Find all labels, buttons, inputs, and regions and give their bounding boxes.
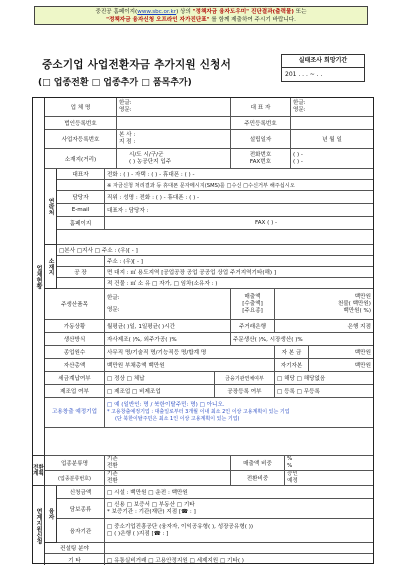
assets-field[interactable]: 백만원 부채총액 백만원 <box>105 359 275 371</box>
industry-code-label: (업종분류번호) <box>45 471 105 485</box>
fax-label: FAX번호 <box>249 158 272 165</box>
location-row <box>45 149 373 169</box>
existing-ratio: % <box>287 456 293 462</box>
contact-spacer-row <box>57 230 373 245</box>
english-label: 영문: <box>119 107 132 113</box>
etc-label: 기 타 <box>45 554 105 565</box>
notice-emphasis: "정책자금 융자신청 오프라인 자가진단표" <box>106 17 210 23</box>
sales-fields[interactable] <box>275 289 373 319</box>
email-label: E-mail <box>57 204 105 216</box>
industry-name-field[interactable] <box>105 456 231 470</box>
registration-row <box>45 117 373 130</box>
operations-label: 가동상황 <box>45 320 105 332</box>
location-line-2: ( ) 농공단지 입주 <box>129 158 172 165</box>
main-label: [주요종] <box>242 307 263 314</box>
manufacturing-label: 제조업 여부 <box>45 385 105 397</box>
loan-amount-row <box>57 486 373 499</box>
korean-label: 한글: <box>293 100 306 106</box>
transition-ratio-field[interactable] <box>285 471 373 485</box>
business-reg-row <box>45 130 373 149</box>
company-name-label: 업 체 명 <box>45 98 117 116</box>
loan-amount-field[interactable]: □ 시설 : 백만원 □ 운전 : 백만원 <box>107 490 188 496</box>
notice-text: 를 함께 제출하여 주시기 바랍니다. <box>209 17 296 23</box>
industry-name-label: 업종분류명 <box>45 456 105 470</box>
location-line-1: 시/도 시/구/군 <box>129 151 164 158</box>
production-method-field[interactable]: 자사제조( )%, 외주가공( )% <box>105 333 231 345</box>
employment-row <box>45 398 373 428</box>
factory-reg-field[interactable]: □ 등록 □ 무등록 <box>277 389 320 395</box>
employees-label: 종업원수 <box>45 346 105 358</box>
notice-emphasis: "정책자금 융자도우미" 진단결과(출력물) <box>192 9 294 15</box>
site-address2-field[interactable]: 주소 : (우)[ - ] <box>107 259 143 265</box>
factory-row-2 <box>57 278 373 289</box>
sms-label <box>57 180 105 190</box>
factory-land-field[interactable]: 면 대지 : ㎡ 용도지역 [공업공장 공업 공공업 상업 주거지역기타(해) ] <box>107 270 277 276</box>
employment-note-2: (단 북한이탈주민은 최소 1인 이상 고용계획이 있는 기업) <box>115 416 240 422</box>
site-hq-row <box>57 245 373 256</box>
production-method-label: 생산방식 <box>45 333 105 345</box>
manufacturing-field[interactable]: □ 제조업 □ 비제조업 <box>105 385 215 397</box>
bank-label: 주거래은행 <box>231 320 275 332</box>
sales-labels <box>231 289 275 319</box>
loan-agency-field[interactable] <box>105 519 373 542</box>
homepage-label: 홈페이지 <box>57 217 105 229</box>
homepage-fax-field[interactable]: FAX ( ) - <box>255 220 278 226</box>
manager-label: 담당자 <box>57 191 105 203</box>
approved-label: 승인 <box>287 471 298 477</box>
section-label-text: 전환계획 <box>33 464 44 477</box>
sms-consent-field[interactable]: ※ 자금신청 처리결과 등 휴대폰 문자메시지(SMS)를 □수신 □수신거부 해주십시오 <box>107 182 295 189</box>
guarantee-agency: * 보증기관 : 기관(재단) 지점 [☎ : ] <box>107 508 196 515</box>
employment-field[interactable] <box>105 398 373 427</box>
loan-agency-label: 융자기관 <box>57 519 105 542</box>
english-label: 영문: <box>293 107 306 113</box>
site-section-label: 소재지 <box>45 245 57 289</box>
notice-text: 또는 <box>293 9 307 15</box>
export-value: 천불( 백만원) <box>337 300 371 307</box>
operations-field[interactable]: 월평균( )일, 1일평균( )시간 <box>105 320 231 332</box>
etc-row <box>45 554 373 565</box>
employment-option: □ 예 (일반인: 명 / 북한이탈주민: 명) □ 아니오. <box>107 402 225 408</box>
korean-label: 한글: <box>119 100 132 106</box>
credit-label: 금융기관연체여부 <box>215 372 275 384</box>
section-transition-plan <box>33 456 45 486</box>
factory-building-field[interactable]: 적 건물 : ㎡ 소 유 □ 자가, □ 임차(소유자 : ) <box>107 281 218 287</box>
homepage-row <box>57 217 373 230</box>
founded-field[interactable]: 년 월 일 <box>322 137 342 143</box>
credit-field[interactable]: □ 해당 □ 해당없음 <box>277 376 326 382</box>
planned-label: 예정 <box>287 478 298 484</box>
sms-consent-row <box>57 180 373 191</box>
factory-spacer <box>57 278 105 288</box>
email-field[interactable]: 대표자 : 담당자 : <box>107 208 149 214</box>
capital-label: 자 본 금 <box>275 346 309 358</box>
tax-label: 세금계납여부 <box>45 372 105 384</box>
phone-fields[interactable] <box>291 149 373 168</box>
contact-section-label: 연락처 <box>45 169 57 245</box>
factory-reg-label: 공장등록 여부 <box>215 385 275 397</box>
company-name-row <box>45 98 373 117</box>
consulting-label: 컨설팅 분야 <box>45 543 105 553</box>
period-field[interactable]: 201 . . . ~ . . <box>285 71 323 78</box>
notice-line-2 <box>35 16 367 24</box>
company-name-field[interactable] <box>117 98 231 116</box>
employees-field[interactable]: 사무직 명/기술직 명/기능직등 명/합계 명 <box>105 346 275 358</box>
notice-text: ) 상의 <box>176 9 193 15</box>
capital-field[interactable]: 백만원 <box>354 350 371 356</box>
notice-line-1 <box>35 8 367 16</box>
production-method-row <box>45 333 373 346</box>
consulting-field[interactable] <box>105 543 373 553</box>
export-label: [수출액] <box>242 300 263 307</box>
transition-label: 전환 <box>107 463 118 469</box>
manager-field[interactable]: 직위 : 성명 : 전화 : ( ) - 휴대폰 : ( ) - <box>107 195 200 201</box>
tax-field[interactable]: □ 정상 □ 체납 <box>105 372 215 384</box>
transition-ratio-label: 전환비중 <box>231 471 285 485</box>
founded-label: 설립일자 <box>231 130 291 148</box>
branch-label: 지 점 : <box>119 139 136 145</box>
representative-field[interactable] <box>291 98 373 116</box>
collateral-label: 담보종류 <box>57 499 105 518</box>
period-header: 실태조사 희망기간 <box>282 55 364 68</box>
phone-label: 전화번호 <box>249 151 272 158</box>
existing-label: 기존 <box>107 456 118 462</box>
resident-reg-field[interactable] <box>291 117 373 129</box>
section-linked-support: 연계지원신청 <box>33 486 45 565</box>
products-label: 주생산품목 <box>45 289 105 319</box>
consulting-row <box>45 543 373 554</box>
transition-ratio: % <box>287 463 293 469</box>
etc-field[interactable]: □ 유통실비거래 □ 고용안정지원 □ 세제지원 □ 기타( ) <box>107 557 244 564</box>
contact-rep-row <box>57 169 373 180</box>
assets-row <box>45 359 373 372</box>
assets-label: 자산총액 <box>45 359 105 371</box>
transition-label: 전환 <box>107 478 118 484</box>
notice-text: 중진공 홈페이지( <box>95 9 138 15</box>
application-form <box>32 97 374 564</box>
site-address2-row <box>57 256 373 267</box>
tax-row <box>45 372 373 385</box>
sales-ratio-label: 매출액 비중 <box>231 456 285 470</box>
own-capital-label: 자기자본 <box>275 359 309 371</box>
hq-label: 본 사 : <box>119 132 136 138</box>
corp-reg-label: 법인등록번호 <box>45 117 117 129</box>
plan-row-2 <box>45 471 373 486</box>
form-title: 중소기업 사업전환자금 추가지원 신청서 <box>42 59 232 71</box>
application-type-options[interactable]: (□ 업종전환 □ 업종추가 □ 품목추가) <box>38 78 192 88</box>
english-label: 영문: <box>107 306 120 313</box>
site-hq-address-field[interactable]: □본사 □지사 □ 주소 : (우)[ - ] <box>59 248 138 254</box>
location-field[interactable] <box>117 149 231 168</box>
phone-labels <box>231 149 291 168</box>
contact-rep-field[interactable]: 전화 : ( ) - 자택 : ( ) - 휴대폰 : ( ) - <box>107 172 195 178</box>
agency-option-2: □ ( )은행 ( )지점 [☎ : ] <box>107 530 169 537</box>
loan-amount-label: 신청금액 <box>57 486 105 498</box>
korean-label: 한글: <box>107 294 120 301</box>
own-capital-field[interactable]: 백만원 <box>354 363 371 369</box>
status-spacer-row <box>45 428 373 456</box>
collateral-row <box>57 499 373 519</box>
products-row <box>45 289 373 320</box>
contact-rep-label: 대표자 <box>57 169 105 179</box>
location-label: 소재지(거리) <box>45 149 117 168</box>
products-field[interactable] <box>105 289 231 319</box>
factory-label: 공 장 <box>57 267 105 277</box>
loan-section-label: 융자 <box>45 486 57 543</box>
resident-reg-label: 주민등록번호 <box>231 117 291 129</box>
employment-note: * 고용창출예정기업 : 대출일로부터 3개월 이내 최소 2인 이상 고용계획이 있는 기업 <box>107 409 290 415</box>
site-spacer <box>57 256 105 266</box>
collateral-options: □ 신용 □ 보증서 □ 부동산 □ 기타 <box>107 501 195 508</box>
sales-value: 백만원 <box>354 293 371 300</box>
loan-agency-row <box>57 519 373 543</box>
email-row <box>57 204 373 217</box>
agency-option-1: □ 중소기업진흥공단 (융자자, 이익공유형( ), 성장공유형( )) <box>107 523 254 530</box>
inspection-period-box <box>281 54 365 82</box>
industry-code-field[interactable] <box>105 471 231 485</box>
manufacturing-row <box>45 385 373 398</box>
representative-label: 대 표 자 <box>231 98 291 116</box>
notice-box <box>34 6 368 25</box>
operations-row <box>45 320 373 333</box>
corp-reg-field[interactable] <box>117 117 231 129</box>
factory-row-1 <box>57 267 373 278</box>
section-company-status: 업체현황 <box>33 98 45 456</box>
existing-label: 기존 <box>107 471 118 477</box>
business-reg-label: 사업자등록번호 <box>45 130 117 148</box>
collateral-field[interactable] <box>105 499 373 518</box>
business-reg-field[interactable] <box>117 130 231 148</box>
fax-value: ( ) - <box>293 158 303 165</box>
bank-field[interactable]: 은행 지점 <box>347 324 371 330</box>
phone-value: ( ) - <box>293 151 303 158</box>
contact-manager-row <box>57 191 373 204</box>
homepage-link[interactable]: www.sbc.or.kr <box>137 9 177 15</box>
sales-label: 매출액 <box>244 293 261 300</box>
main-value: 백만원( %) <box>343 307 371 314</box>
order-production-field[interactable]: 주문생산( )%, 시장생산( )% <box>233 337 303 343</box>
plan-row-1 <box>45 456 373 471</box>
employment-label: 고용창출 예정기업 <box>45 398 105 427</box>
employees-row <box>45 346 373 359</box>
sales-ratio-field[interactable] <box>285 456 373 470</box>
